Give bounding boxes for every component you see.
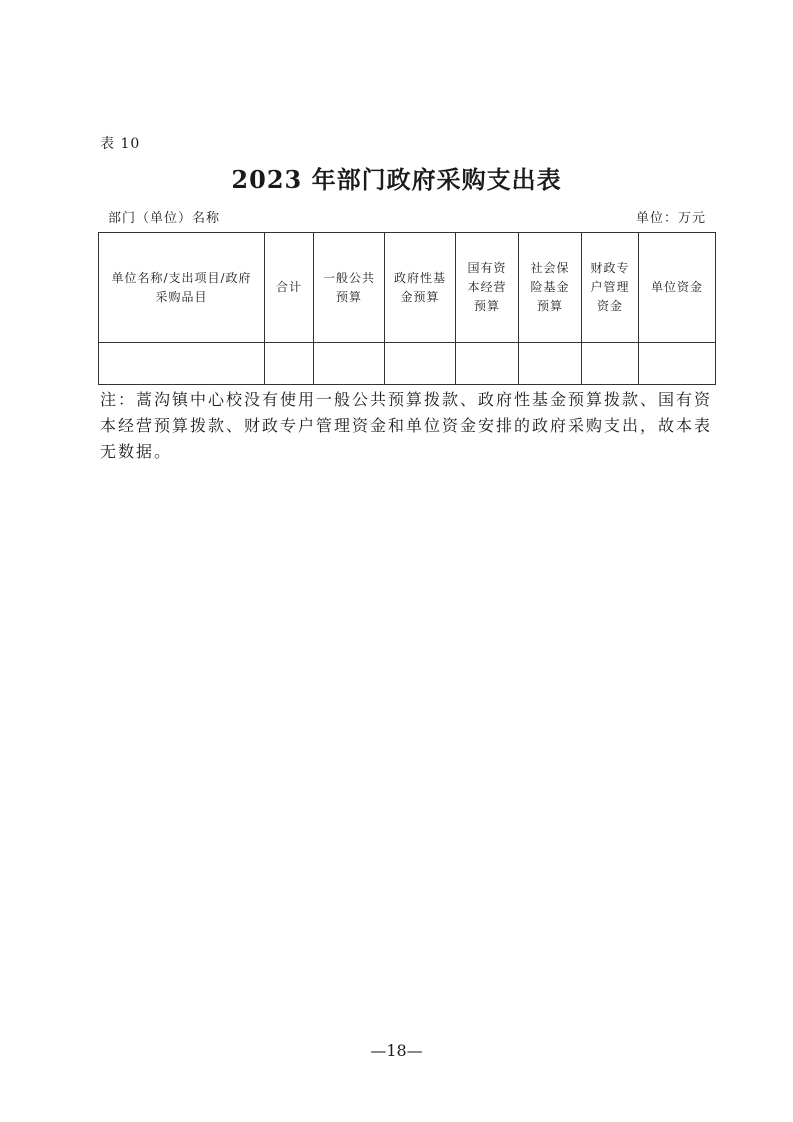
table-cell bbox=[385, 343, 456, 385]
department-label: 部门（单位）名称 bbox=[108, 211, 221, 226]
table-row bbox=[99, 343, 716, 385]
table-cell bbox=[99, 343, 265, 385]
table-cell bbox=[456, 343, 519, 385]
table-cell bbox=[639, 343, 716, 385]
header-unit-name: 单位名称/支出项目/政府 采购品目 bbox=[99, 233, 265, 343]
procurement-table bbox=[98, 232, 716, 385]
table-number: 表 10 bbox=[100, 136, 141, 152]
table-cell bbox=[519, 343, 582, 385]
table-cell bbox=[265, 343, 314, 385]
table-cell bbox=[314, 343, 385, 385]
header-total: 合计 bbox=[265, 233, 314, 343]
header-unit-funds: 单位资金 bbox=[639, 233, 716, 343]
unit-label: 单位：万元 bbox=[635, 211, 706, 226]
header-general-budget: 一般公共 预算 bbox=[314, 233, 385, 343]
header-social-insurance-budget: 社会保 险基金 预算 bbox=[519, 233, 582, 343]
header-state-capital-budget: 国有资 本经营 预算 bbox=[456, 233, 519, 343]
page-title: 2023 年部门政府采购支出表 bbox=[231, 165, 562, 194]
page-number: —18— bbox=[370, 1041, 423, 1060]
table-cell bbox=[582, 343, 639, 385]
table-note: 注：蒿沟镇中心校没有使用一般公共预算拨款、政府性基金预算拨款、国有资本经营预算拨款、财政专户管理资金和单位资金安排的政府采购支出，故本表无数据。 bbox=[100, 390, 713, 461]
header-government-fund-budget: 政府性基 金预算 bbox=[385, 233, 456, 343]
table-header-row bbox=[99, 233, 716, 343]
header-special-account-funds: 财政专 户管理 资金 bbox=[582, 233, 639, 343]
